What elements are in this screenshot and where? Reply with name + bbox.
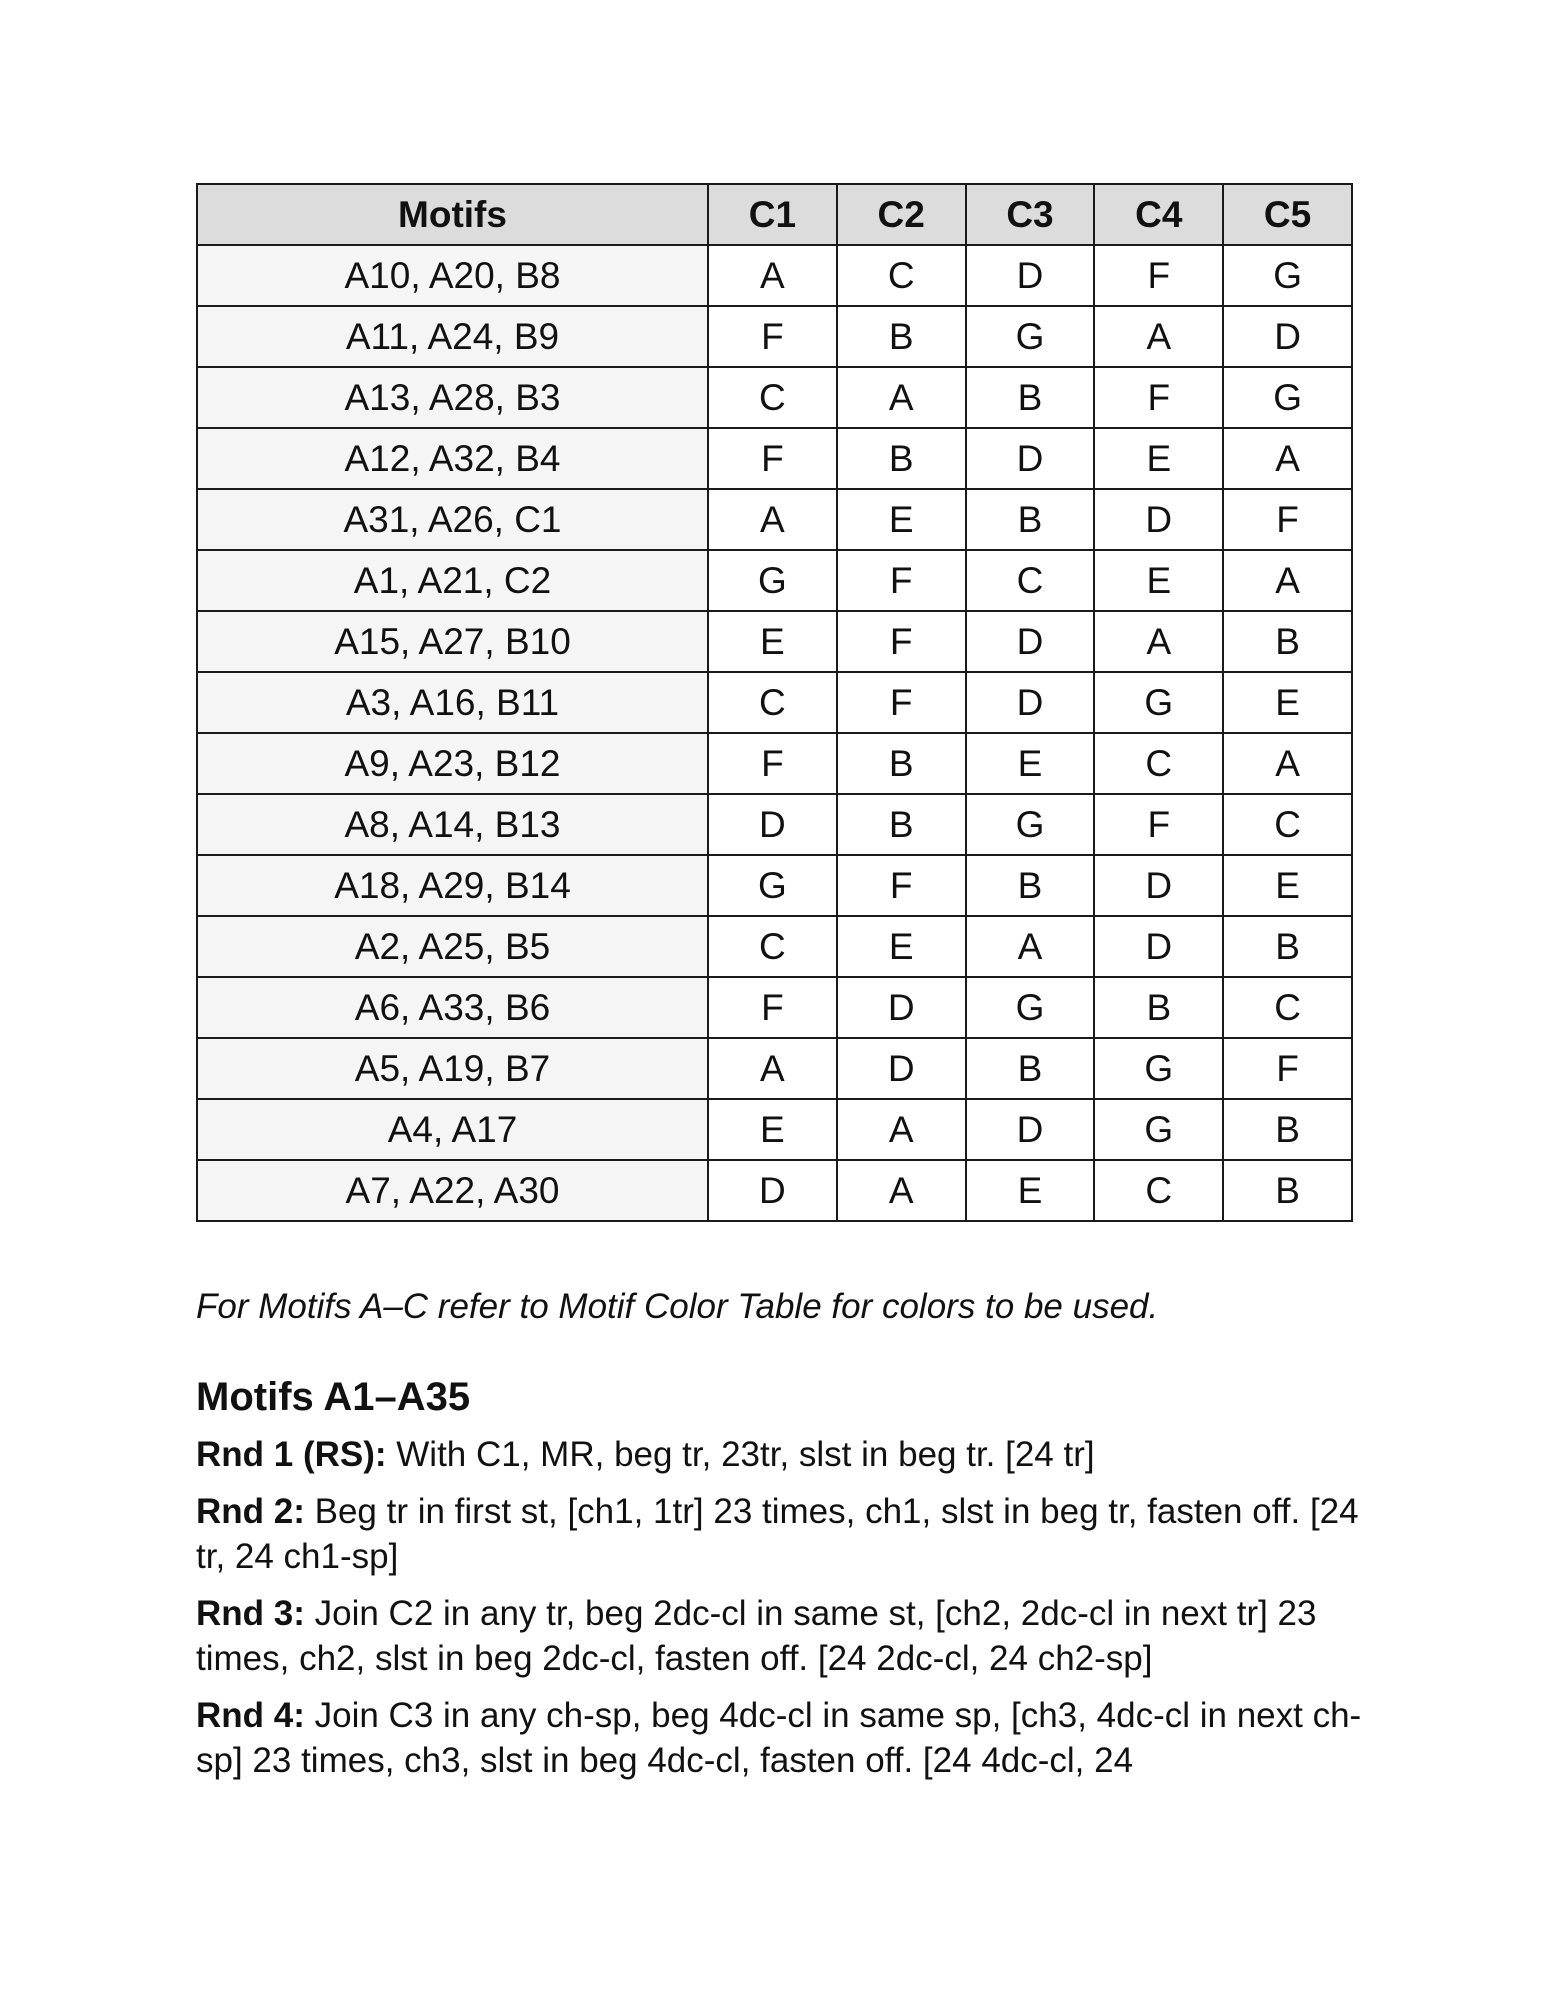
color-cell: C [837,245,966,306]
table-row [197,306,1352,367]
color-cell: A [837,1160,966,1221]
column-header-c1: C1 [708,184,837,245]
color-cell: D [1223,306,1352,367]
motifs-cell: A12, A32, B4 [197,428,708,489]
color-cell: G [708,550,837,611]
color-cell: G [1223,245,1352,306]
color-cell: B [837,794,966,855]
color-cell: E [837,916,966,977]
color-cell: F [708,977,837,1038]
color-cell: F [837,611,966,672]
table-row [197,1099,1352,1160]
motifs-cell: A18, A29, B14 [197,855,708,916]
motifs-cell: A5, A19, B7 [197,1038,708,1099]
table-row [197,977,1352,1038]
color-cell: A [1223,733,1352,794]
round-text: Beg tr in first st, [ch1, 1tr] 23 times, ch1, slst in beg tr, fasten off. [24 tr, 24 ch1-sp] [196,1492,1359,1576]
color-cell: F [708,306,837,367]
color-cell: E [708,611,837,672]
color-cell: G [1094,1038,1223,1099]
table-row [197,794,1352,855]
color-cell: E [1094,550,1223,611]
table-header-row [197,184,1352,245]
table-body [197,245,1352,1221]
round-4 [196,1693,1366,1783]
motifs-cell: A10, A20, B8 [197,245,708,306]
table-row [197,672,1352,733]
color-cell: F [1094,367,1223,428]
color-cell: A [1094,306,1223,367]
color-cell: G [708,855,837,916]
column-header-c3: C3 [966,184,1095,245]
motifs-cell: A1, A21, C2 [197,550,708,611]
color-cell: B [837,733,966,794]
color-cell: F [837,672,966,733]
color-cell: A [837,1099,966,1160]
color-cell: C [1223,977,1352,1038]
color-cell: E [1094,428,1223,489]
motif-color-table [196,183,1353,1222]
color-cell: A [708,489,837,550]
motifs-cell: A8, A14, B13 [197,794,708,855]
color-cell: G [1223,367,1352,428]
color-cell: D [1094,855,1223,916]
color-cell: D [1094,489,1223,550]
round-1 [196,1432,1366,1477]
motifs-cell: A7, A22, A30 [197,1160,708,1221]
table-row [197,1038,1352,1099]
motifs-cell: A2, A25, B5 [197,916,708,977]
color-cell: B [1223,1099,1352,1160]
color-cell: F [837,855,966,916]
table-row [197,611,1352,672]
round-text: Join C2 in any tr, beg 2dc-cl in same st, [ch2, 2dc-cl in next tr] 23 times, ch2, slst in beg 2dc-cl, fasten off. [24 2dc-cl, 24 ch2-sp] [196,1594,1317,1678]
color-cell: E [1223,855,1352,916]
motifs-cell: A6, A33, B6 [197,977,708,1038]
color-cell: F [1223,1038,1352,1099]
round-label: Rnd 4: [196,1696,305,1735]
color-cell: C [708,916,837,977]
round-instructions [196,1432,1366,1795]
round-text: Join C3 in any ch-sp, beg 4dc-cl in same sp, [ch3, 4dc-cl in next ch-sp] 23 times, ch3, slst in beg 4dc-cl, fasten off. [24 4dc-cl, 24 [196,1696,1362,1780]
color-cell: B [966,855,1095,916]
color-cell: F [1223,489,1352,550]
round-3 [196,1591,1366,1681]
color-cell: G [1094,1099,1223,1160]
color-cell: D [837,977,966,1038]
color-cell: D [708,794,837,855]
table-row [197,245,1352,306]
color-cell: D [966,245,1095,306]
color-cell: C [1094,1160,1223,1221]
motifs-cell: A9, A23, B12 [197,733,708,794]
color-cell: E [966,733,1095,794]
table-row [197,855,1352,916]
color-cell: E [966,1160,1095,1221]
round-label: Rnd 1 (RS): [196,1435,387,1474]
color-cell: C [1223,794,1352,855]
color-cell: G [966,794,1095,855]
color-cell: A [708,245,837,306]
table-row [197,367,1352,428]
color-cell: F [708,428,837,489]
color-cell: D [837,1038,966,1099]
color-cell: C [708,367,837,428]
table-row [197,550,1352,611]
color-cell: D [966,1099,1095,1160]
table-row [197,428,1352,489]
table-row [197,733,1352,794]
color-cell: G [966,977,1095,1038]
column-header-c5: C5 [1223,184,1352,245]
color-cell: A [1094,611,1223,672]
color-cell: A [837,367,966,428]
color-cell: B [837,306,966,367]
column-header-c4: C4 [1094,184,1223,245]
motifs-cell: A4, A17 [197,1099,708,1160]
table-row [197,916,1352,977]
motifs-cell: A3, A16, B11 [197,672,708,733]
color-cell: D [966,428,1095,489]
round-2 [196,1489,1366,1579]
color-cell: G [1094,672,1223,733]
motifs-cell: A11, A24, B9 [197,306,708,367]
table-note: For Motifs A–C refer to Motif Color Table for colors to be used. [196,1287,1159,1326]
color-cell: C [966,550,1095,611]
color-cell: B [966,489,1095,550]
color-cell: E [1223,672,1352,733]
color-cell: D [966,672,1095,733]
color-cell: B [1223,611,1352,672]
round-label: Rnd 2: [196,1492,305,1531]
color-cell: E [708,1099,837,1160]
color-cell: A [708,1038,837,1099]
color-cell: B [1223,1160,1352,1221]
column-header-motifs: Motifs [197,184,708,245]
color-cell: B [1223,916,1352,977]
color-cell: C [708,672,837,733]
table-row [197,489,1352,550]
color-cell: A [1223,428,1352,489]
motifs-cell: A31, A26, C1 [197,489,708,550]
motifs-cell: A15, A27, B10 [197,611,708,672]
color-cell: G [966,306,1095,367]
color-cell: A [1223,550,1352,611]
motifs-cell: A13, A28, B3 [197,367,708,428]
color-cell: F [837,550,966,611]
table-row [197,1160,1352,1221]
color-cell: E [837,489,966,550]
round-text: With C1, MR, beg tr, 23tr, slst in beg tr. [24 tr] [386,1435,1095,1474]
color-cell: B [1094,977,1223,1038]
color-cell: F [1094,245,1223,306]
color-cell: D [708,1160,837,1221]
color-cell: F [708,733,837,794]
color-cell: C [1094,733,1223,794]
round-label: Rnd 3: [196,1594,305,1633]
color-cell: F [1094,794,1223,855]
color-cell: D [966,611,1095,672]
color-cell: B [966,1038,1095,1099]
color-cell: B [966,367,1095,428]
section-title: Motifs A1–A35 [196,1375,471,1419]
color-cell: A [966,916,1095,977]
color-cell: D [1094,916,1223,977]
color-cell: B [837,428,966,489]
column-header-c2: C2 [837,184,966,245]
